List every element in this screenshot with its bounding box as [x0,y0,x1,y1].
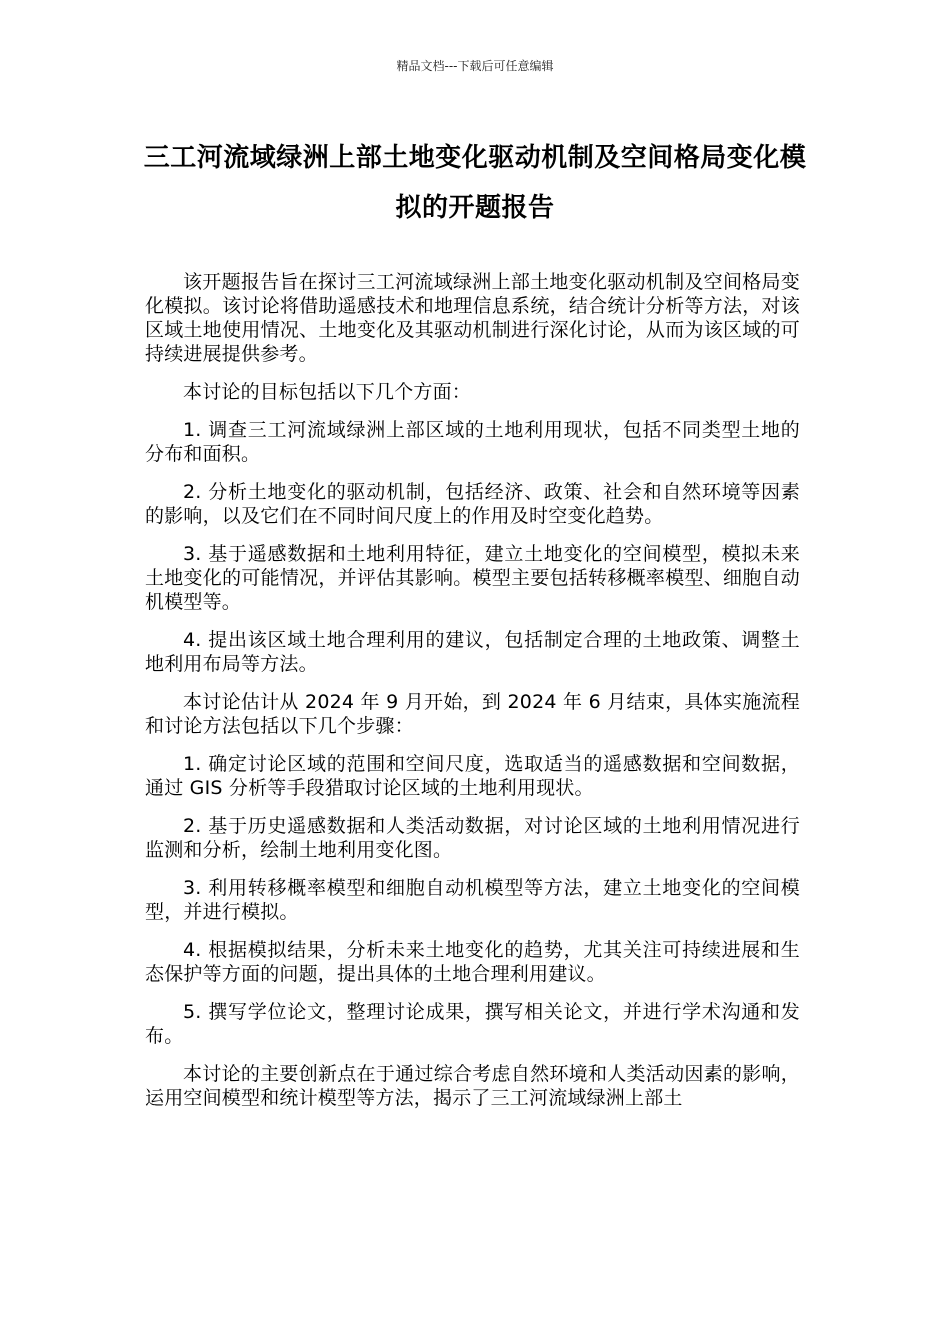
paragraph-goal-3: 3. 基于遥感数据和土地利用特征，建立土地变化的空间模型，模拟未来土地变化的可能情况，并评估其影响。模型主要包括转移概率模型、细胞自动机模型等。 [145,543,800,613]
document-title: 三工河流域绿洲上部土地变化驱动机制及空间格局变化模拟的开题报告 [143,143,807,223]
paragraph-step-5: 5. 撰写学位论文，整理讨论成果，撰写相关论文，并进行学术沟通和发布。 [145,1001,800,1047]
paragraph-goal-4: 4. 提出该区域土地合理利用的建议，包括制定合理的土地政策、调整土地利用布局等方法。 [145,629,800,675]
paragraph-step-2: 2. 基于历史遥感数据和人类活动数据，对讨论区域的土地利用情况进行监测和分析，绘制土地利用变化图。 [145,815,800,861]
paragraph-step-1: 1. 确定讨论区域的范围和空间尺度，选取适当的遥感数据和空间数据，通过 GIS 分析等手段猎取讨论区域的土地利用现状。 [145,753,800,799]
paragraph-intro: 该开题报告旨在探讨三工河流域绿洲上部土地变化驱动机制及空间格局变化模拟。该讨论将借助遥感技术和地理信息系统，结合统计分析等方法，对该区域土地使用情况、土地变化及其驱动机制进行深化讨论，从而为该区域的可持续进展提供参考。 [145,271,800,365]
paragraph-goal-1: 1. 调查三工河流域绿洲上部区域的土地利用现状，包括不同类型土地的分布和面积。 [145,419,800,465]
paragraph-goal-2: 2. 分析土地变化的驱动机制，包括经济、政策、社会和自然环境等因素的影响，以及它们在不同时间尺度上的作用及时空变化趋势。 [145,481,800,527]
paragraph-steps-heading: 本讨论估计从 2024 年 9 月开始，到 2024 年 6 月结束，具体实施流程和讨论方法包括以下几个步骤： [145,691,800,737]
paragraph-step-4: 4. 根据模拟结果，分析未来土地变化的趋势，尤其关注可持续进展和生态保护等方面的问题，提出具体的土地合理利用建议。 [145,939,800,985]
paragraph-innovation: 本讨论的主要创新点在于通过综合考虑自然环境和人类活动因素的影响，运用空间模型和统计模型等方法，揭示了三工河流域绿洲上部土 [145,1063,800,1109]
document-body [145,270,800,1124]
header-note: 精品文档---下载后可任意编辑 [396,59,554,73]
paragraph-goals-heading: 本讨论的目标包括以下几个方面： [183,381,472,403]
paragraph-step-3: 3. 利用转移概率模型和细胞自动机模型等方法，建立土地变化的空间模型，并进行模拟。 [145,877,800,923]
